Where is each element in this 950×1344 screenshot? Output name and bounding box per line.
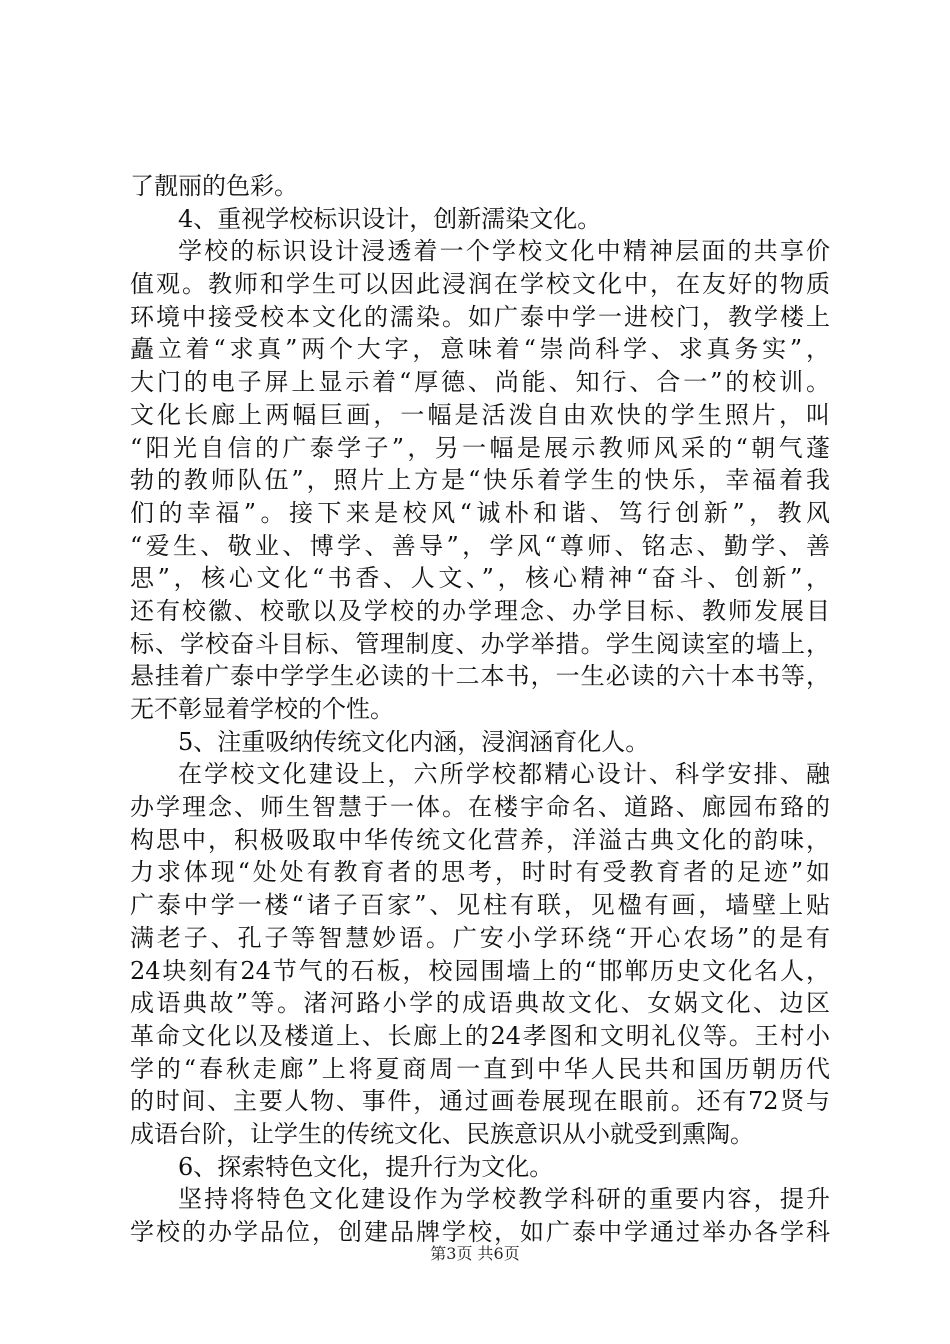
paragraph-line: 环境中接受校本文化的濡染。如广泰中学一进校门，教学楼上: [130, 302, 830, 331]
paragraph-line: 无不彰显着学校的个性。: [130, 695, 394, 723]
paragraph-line: 成语典故”等。渚河路小学的成语典故文化、女娲文化、边区: [130, 989, 830, 1018]
page-number-footer: 第3页 共6页: [430, 1244, 520, 1263]
paragraph-line: 的时间、主要人物、事件，通过画卷展现在眼前。还有72贤与: [130, 1087, 830, 1116]
paragraph-line: 24块刻有24节气的石板，校园围墙上的“邯郸历史文化名人，: [130, 956, 830, 985]
section-heading-5: 5、注重吸纳传统文化内涵，浸润涵育化人。: [178, 727, 650, 756]
paragraph-line: 悬挂着广泰中学学生必读的十二本书，一生必读的六十本书等，: [130, 662, 830, 691]
section-heading-4: 4、重视学校标识设计，创新濡染文化。: [178, 204, 602, 233]
paragraph-line: 矗立着“求真”两个大字，意味着“崇尚科学、求真务实”，: [130, 335, 830, 364]
paragraph-line: 还有校徽、校歌以及学校的办学理念、办学目标、教师发展目: [130, 596, 830, 625]
section-heading-6: 6、探索特色文化，提升行为文化。: [178, 1152, 554, 1181]
paragraph-line: 广泰中学一楼“诸子百家”、见柱有联，见楹有画，墙壁上贴: [130, 891, 830, 920]
paragraph-line: 学校的标识设计浸透着一个学校文化中精神层面的共享价: [178, 237, 830, 266]
paragraph-line: 们的幸福”。接下来是校风“诚朴和谐、笃行创新”，教风: [130, 498, 830, 527]
paragraph-line: 办学理念、师生智慧于一体。在楼宇命名、道路、廊园布臵的: [130, 793, 830, 822]
paragraph-line: 大门的电子屏上显示着“厚德、尚能、知行、合一”的校训。: [130, 368, 830, 397]
paragraph-line: 成语台阶，让学生的传统文化、民族意识从小就受到熏陶。: [130, 1119, 754, 1148]
paragraph-line: 思”，核心文化“书香、人文、”，核心精神“奋斗、创新”，: [130, 564, 830, 593]
paragraph-line: 值观。教师和学生可以因此浸润在学校文化中，在友好的物质: [130, 270, 830, 299]
paragraph-line: 坚持将特色文化建设作为学校教学科研的重要内容，提升: [178, 1185, 830, 1214]
paragraph-line: 勃的教师队伍”，照片上方是“快乐着学生的快乐，幸福着我: [130, 466, 830, 495]
paragraph-line: 学校的办学品位，创建品牌学校，如广泰中学通过举办各学科: [130, 1218, 830, 1246]
paragraph-line: 革命文化以及楼道上、长廊上的24孝图和文明礼仪等。王村小: [130, 1021, 830, 1050]
paragraph-line: 构思中，积极吸取中华传统文化营养，洋溢古典文化的韵味，: [130, 825, 830, 854]
paragraph-line: 标、学校奋斗目标、管理制度、办学举措。学生阅读室的墙上，: [130, 629, 830, 658]
paragraph-line: 力求体现“处处有教育者的思考，时时有受教育者的足迹”如: [130, 858, 830, 887]
body-text: [130, 170, 830, 1249]
paragraph-line: 在学校文化建设上，六所学校都精心设计、科学安排、融: [178, 760, 830, 789]
text-line: 了靓丽的色彩。: [130, 172, 298, 200]
paragraph-line: 学的“春秋走廊”上将夏商周一直到中华人民共和国历朝历代: [130, 1054, 830, 1083]
paragraph-line: 满老子、孔子等智慧妙语。广安小学环绕“开心农场”的是有: [130, 923, 830, 952]
paragraph-line: “阳光自信的广泰学子”，另一幅是展示教师风采的“朝气蓬: [130, 433, 830, 462]
paragraph-line: “爱生、敬业、博学、善导”，学风“尊师、铭志、勤学、善: [130, 531, 830, 560]
paragraph-line: 文化长廊上两幅巨画，一幅是活泼自由欢快的学生照片，叫: [130, 400, 830, 429]
